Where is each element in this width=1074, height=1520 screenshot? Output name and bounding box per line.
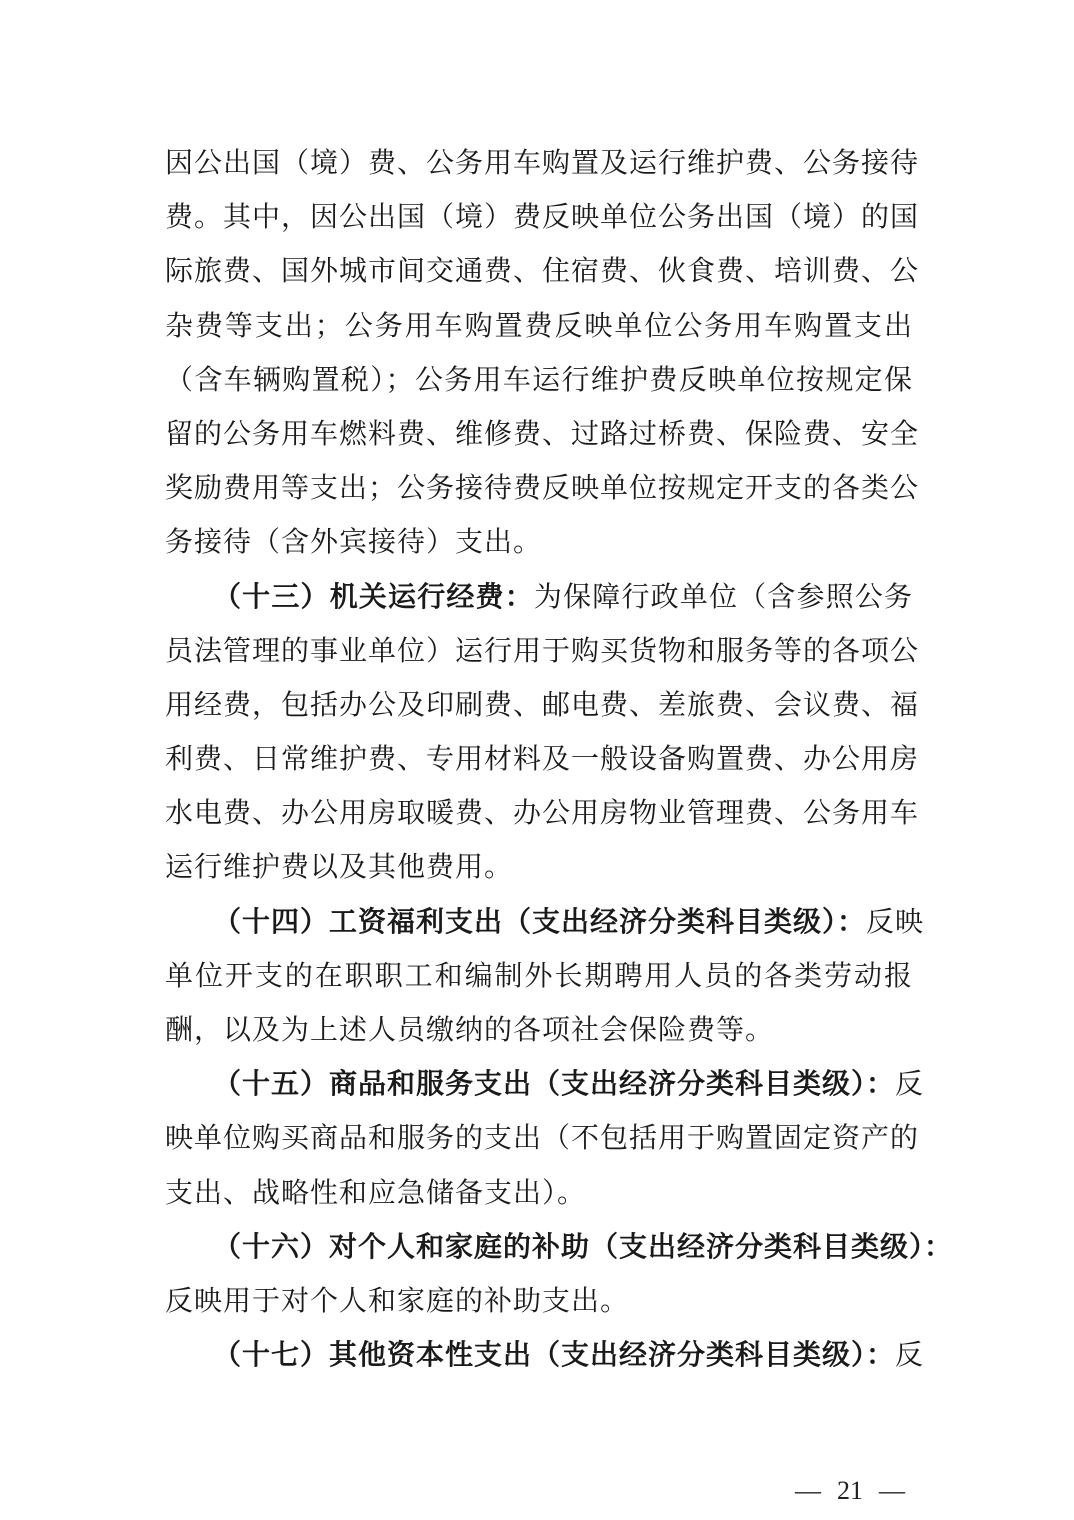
text-line xyxy=(165,299,913,353)
text-line xyxy=(165,1166,913,1220)
section-17-line xyxy=(165,1328,925,1382)
line-text: 利费、日常维护费、专用材料及一般设备购置费、办公用房 xyxy=(165,742,920,776)
section-heading: （十四）工资福利支出（支出经济分类科目类级）： xyxy=(213,904,867,938)
line-text: 反映 xyxy=(866,904,925,938)
section-16-line xyxy=(165,1220,954,1274)
text-line xyxy=(165,461,920,515)
section-14-line xyxy=(165,895,925,949)
line-text: 务接待（含外宾接待）支出。 xyxy=(165,525,543,559)
section-heading: （十三）机关运行经费： xyxy=(213,579,534,613)
line-text: 因公出国（境）费、公务用车购置及运行维护费、公务接待 xyxy=(165,146,920,179)
line-text: 杂费等支出；公务用车购置费反映单位公务用车购置支出 xyxy=(165,308,913,342)
line-text: 用经费，包括办公及印刷费、邮电费、差旅费、会议费、福 xyxy=(165,687,920,721)
line-text: 反映用于对个人和家庭的补助支出。 xyxy=(165,1283,630,1317)
text-line xyxy=(165,1111,920,1165)
line-text: （含车辆购置税）；公务用车运行维护费反映单位按规定保 xyxy=(165,362,913,396)
text-line xyxy=(165,244,920,298)
text-line xyxy=(165,732,920,786)
section-13-line xyxy=(165,570,913,624)
line-text: 反 xyxy=(895,1067,925,1101)
text-line xyxy=(165,190,920,244)
section-heading: （十七）其他资本性支出（支出经济分类科目类级）： xyxy=(213,1338,896,1372)
line-text: 为保障行政单位（含参照公务 xyxy=(533,579,913,613)
text-line xyxy=(165,353,913,407)
text-line xyxy=(165,949,913,1003)
section-15-line xyxy=(165,1057,925,1111)
page-footer xyxy=(780,1476,920,1506)
text-line xyxy=(165,136,920,190)
line-text: 酬，以及为上述人员缴纳的各项社会保险费等。 xyxy=(165,1013,775,1046)
line-text: 映单位购买商品和服务的支出（不包括用于购置固定资产的 xyxy=(165,1121,920,1155)
line-text: 单位开支的在职职工和编制外长期聘用人员的各类劳动报 xyxy=(165,958,913,992)
text-line xyxy=(165,840,913,894)
text-line xyxy=(165,515,913,569)
line-text: 费。其中，因公出国（境）费反映单位公务出国（境）的国 xyxy=(165,200,920,234)
section-heading: （十六）对个人和家庭的补助（支出经济分类科目类级）： xyxy=(213,1229,954,1263)
text-line xyxy=(165,786,920,840)
footer-dash-left: — xyxy=(795,1476,821,1505)
line-text: 员法管理的事业单位）运行用于购买货物和服务等的各项公 xyxy=(165,633,920,667)
line-text: 反 xyxy=(895,1338,925,1372)
line-text: 水电费、办公用房取暖费、办公用房物业管理费、公务用车 xyxy=(165,796,920,830)
document-body xyxy=(165,136,954,1382)
line-text: 奖励费用等支出；公务接待费反映单位按规定开支的各类公 xyxy=(165,471,920,505)
text-line xyxy=(165,624,920,678)
section-heading: （十五）商品和服务支出（支出经济分类科目类级）： xyxy=(213,1067,896,1101)
footer-dash-right: — xyxy=(879,1476,905,1505)
line-text: 际旅费、国外城市间交通费、住宿费、伙食费、培训费、公 xyxy=(165,254,920,288)
line-text: 运行维护费以及其他费用。 xyxy=(165,850,514,884)
text-line xyxy=(165,1003,913,1057)
text-line xyxy=(165,678,920,732)
text-line xyxy=(165,407,920,461)
line-text: 支出、战略性和应急储备支出）。 xyxy=(165,1175,587,1209)
text-line xyxy=(165,1274,913,1328)
line-text: 留的公务用车燃料费、维修费、过路过桥费、保险费、安全 xyxy=(165,416,920,450)
page-number: 21 xyxy=(837,1476,863,1505)
